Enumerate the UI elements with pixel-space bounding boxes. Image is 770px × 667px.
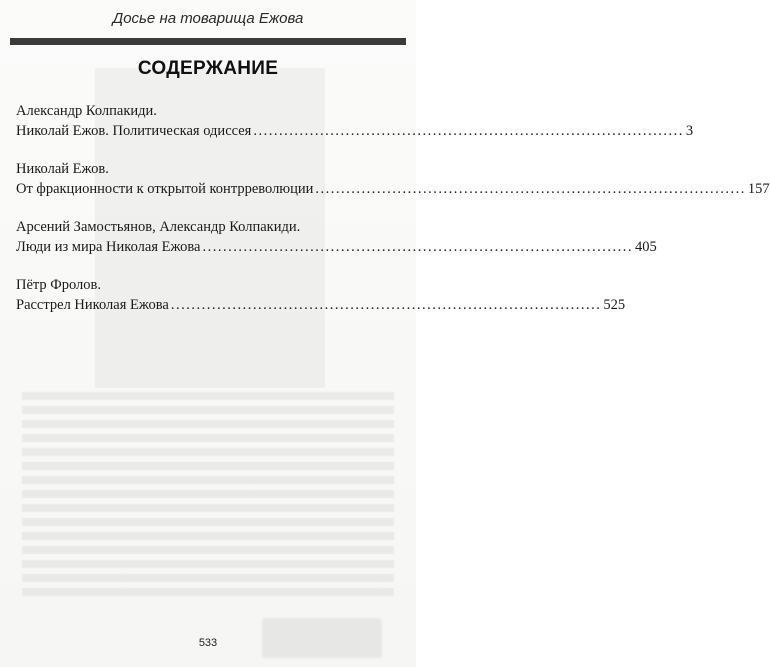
toc-page-number: 157 [747, 181, 770, 197]
toc-author: Пётр Фролов. [16, 277, 102, 293]
toc-page-number: 525 [603, 297, 626, 313]
dot-leader: .................................................................................... [170, 297, 602, 313]
toc-page-number: 3 [685, 123, 694, 139]
toc-title: СОДЕРЖАНИЕ [137, 58, 279, 79]
dot-leader: .................................................................................... [315, 181, 746, 197]
toc-entry [16, 101, 694, 141]
toc-line [16, 295, 626, 315]
toc-chapter-title: Николай Ежов. Политическая одиссея [16, 123, 252, 139]
toc-line [16, 179, 770, 199]
running-head: Досье на товарища Ежова [112, 10, 304, 27]
header-rule [10, 38, 406, 45]
page-number: 533 [198, 637, 218, 649]
toc-page-number: 405 [634, 239, 657, 255]
toc-entry [16, 275, 626, 315]
toc-chapter-title: Люди из мира Николая Ежова [16, 239, 201, 255]
dot-leader: .................................................................................... [253, 123, 684, 139]
toc-author: Александр Колпакиди. [16, 103, 157, 119]
toc-chapter-title: От фракционности к открытой контрреволюции [16, 181, 314, 197]
table-of-contents [16, 101, 770, 333]
toc-entry [16, 217, 657, 257]
dot-leader: .................................................................................... [202, 239, 633, 255]
toc-author: Николай Ежов. [16, 161, 109, 177]
toc-line [16, 121, 694, 141]
toc-chapter-title: Расстрел Николая Ежова [16, 297, 169, 313]
show-through-text [22, 392, 394, 602]
toc-author: Арсений Замостьянов, Александр Колпакиди. [16, 219, 301, 235]
toc-entry [16, 159, 770, 199]
toc-line [16, 237, 657, 257]
